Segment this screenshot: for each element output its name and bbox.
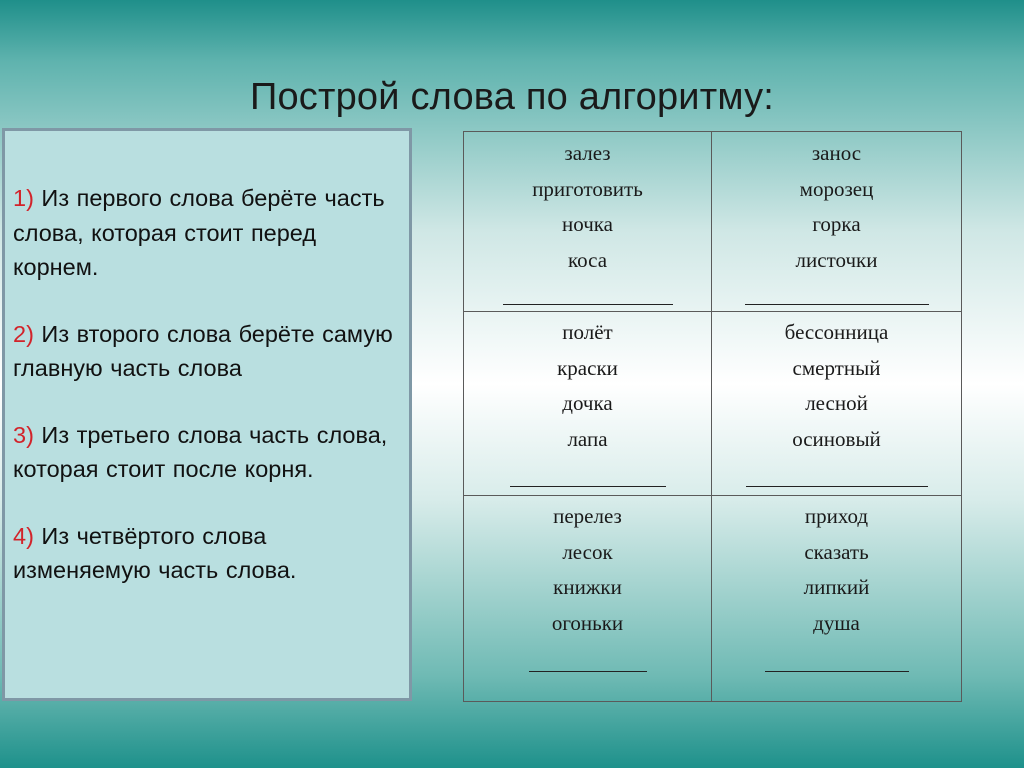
answer-line[interactable] [746,486,928,487]
word: приготовить [532,176,643,201]
word: смертный [792,355,881,380]
word: ночка [562,212,613,236]
step-2 [13,317,401,386]
word: листочки [795,247,878,272]
step-number: 2) [13,320,34,347]
instructions-panel [2,128,412,701]
answer-line[interactable] [765,671,909,672]
word: горка [812,212,861,236]
word: залез [564,141,611,165]
answer-line[interactable] [745,304,929,305]
table-row [464,496,962,702]
word: занос [811,141,862,165]
step-text: Из второго слова берёте самую главную часть слова [13,320,393,381]
word: приход [804,504,869,528]
answer-line[interactable] [503,304,673,305]
word: огоньки [551,610,624,635]
step-3 [13,418,401,487]
word: душа [813,610,860,635]
step-number: 3) [13,421,34,448]
word-cell [464,496,712,702]
word: бессонница [784,320,889,344]
answer-line[interactable] [510,486,666,487]
word: липкий [803,575,870,599]
word: лесок [562,539,613,564]
slide-title: Построй слова по алгоритму: [249,76,775,118]
word-table [463,131,962,702]
word-cell [712,496,962,702]
word: полёт [562,320,613,344]
word: сказать [804,539,869,564]
word: лесной [805,391,868,415]
step-4 [13,519,401,588]
step-number: 1) [13,185,34,211]
word: книжки [553,575,622,599]
table-row [464,132,962,312]
word: коса [567,247,608,272]
word: осиновый [792,426,881,451]
word: лапа [567,426,608,451]
word: перелез [553,504,622,528]
word: дочка [562,391,613,415]
word-cell [464,132,712,312]
step-1 [13,181,401,285]
word-cell [712,132,962,312]
word-cell [464,312,712,496]
answer-line[interactable] [529,671,647,672]
step-text: Из первого слова берёте часть слова, которая стоит перед корнем. [13,185,385,280]
step-number: 4) [13,522,34,549]
word: морозец [799,176,874,201]
word-cell [712,312,962,496]
word: краски [557,355,618,380]
step-text: Из четвёртого слова изменяемую часть слова. [13,522,297,583]
step-text: Из третьего слова часть слова, которая стоит после корня. [13,421,388,482]
table-row [464,312,962,496]
